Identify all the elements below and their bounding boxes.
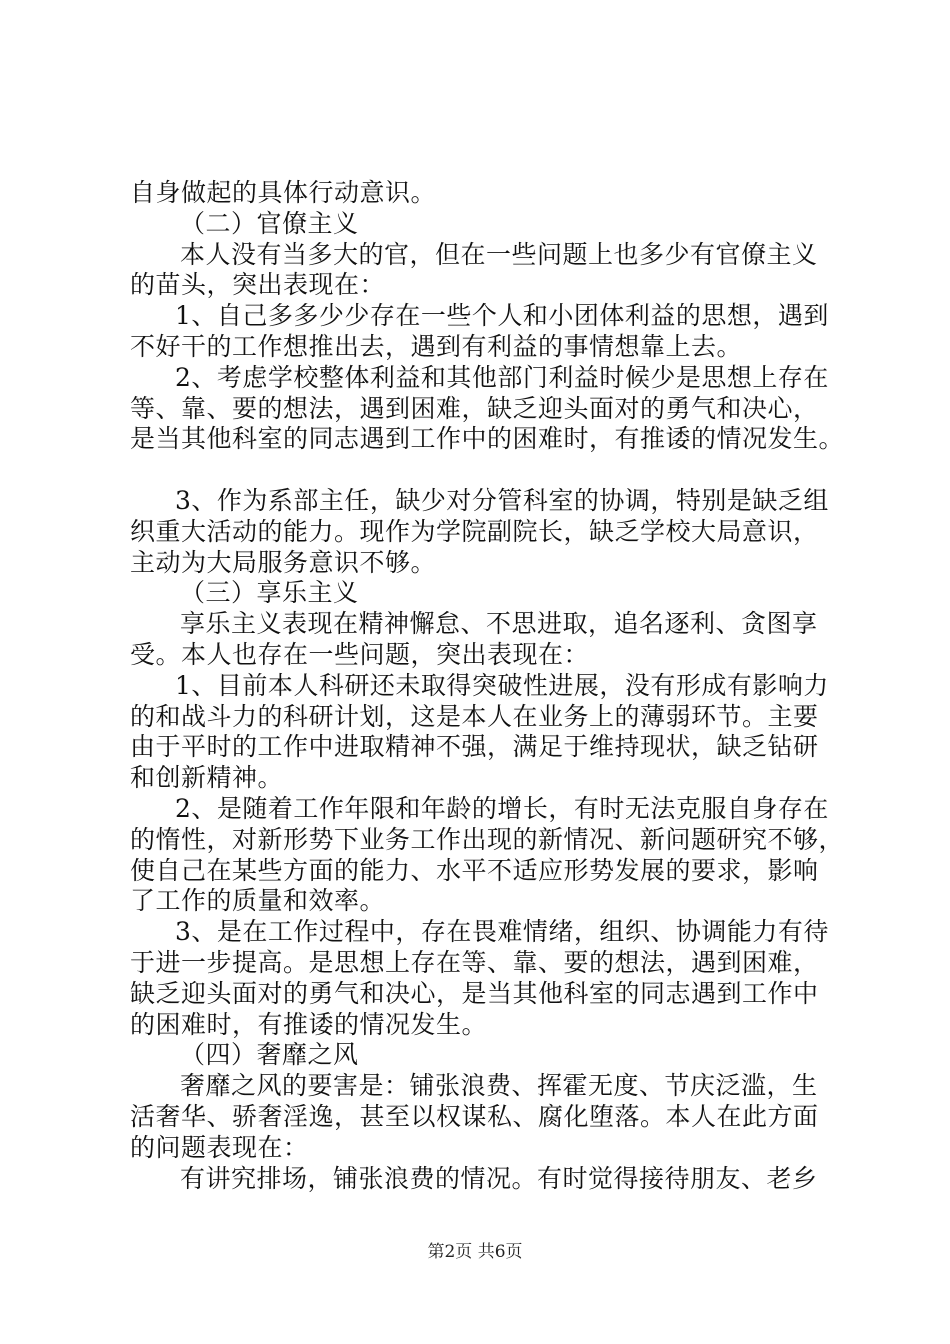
text-line: 主动为大局服务意识不够。 xyxy=(130,547,437,577)
text-line: 和创新精神。 xyxy=(130,763,284,793)
text-line: 缺乏迎头面对的勇气和决心，是当其他科室的同志遇到工作中 xyxy=(130,978,819,1008)
text-line: 使自己在某些方面的能力、水平不适应形势发展的要求，影响 xyxy=(130,855,819,885)
document-body xyxy=(130,178,845,1194)
text-line: 等、靠、要的想法，遇到困难，缺乏迎头面对的勇气和决心， xyxy=(130,393,819,423)
text-line: 的问题表现在： xyxy=(130,1132,309,1162)
text-line: 不好干的工作想推出去，遇到有利益的事情想靠上去。 xyxy=(130,331,743,361)
text-line: 本人没有当多大的官，但在一些问题上也多少有官僚主义 xyxy=(180,239,818,269)
text-line: 3、是在工作过程中，存在畏难情绪，组织、协调能力有待 xyxy=(175,917,829,947)
section-heading-hedonism: （三）享乐主义 xyxy=(180,578,359,608)
text-line: 有讲究排场，铺张浪费的情况。有时觉得接待朋友、老乡 xyxy=(180,1163,818,1193)
text-line: 了工作的质量和效率。 xyxy=(130,886,386,916)
text-line: 2、考虑学校整体利益和其他部门利益时候少是思想上存在 xyxy=(175,362,829,392)
text-line: 是当其他科室的同志遇到工作中的困难时，有推诿的情况发生。 xyxy=(130,424,845,454)
text-line: 奢靡之风的要害是：铺张浪费、挥霍无度、节庆泛滥，生 xyxy=(180,1071,818,1101)
page-number-footer: 第2页 共6页 xyxy=(427,1242,523,1262)
text-line: 1、目前本人科研还未取得突破性进展，没有形成有影响力 xyxy=(175,670,829,700)
text-line: 的惰性，对新形势下业务工作出现的新情况、新问题研究不够， xyxy=(130,824,845,854)
text-line: 的苗头，突出表现在： xyxy=(130,270,386,300)
text-line: 3、作为系部主任，缺少对分管科室的协调，特别是缺乏组 xyxy=(175,485,829,515)
text-line: 的和战斗力的科研计划，这是本人在业务上的薄弱环节。主要 xyxy=(130,701,819,731)
paragraph-gap xyxy=(130,455,835,486)
section-heading-extravagance: （四）奢靡之风 xyxy=(180,1040,359,1070)
text-line: 的困难时，有推诿的情况发生。 xyxy=(130,1009,488,1039)
text-line: 织重大活动的能力。现作为学院副院长，缺乏学校大局意识， xyxy=(130,516,819,546)
text-line: 活奢华、骄奢淫逸，甚至以权谋私、腐化堕落。本人在此方面 xyxy=(130,1101,819,1131)
text-line: 于进一步提高。是思想上存在等、靠、要的想法，遇到困难， xyxy=(130,947,819,977)
text-line: 受。本人也存在一些问题，突出表现在： xyxy=(130,639,590,669)
text-line: 自身做起的具体行动意识。 xyxy=(130,178,437,207)
text-line: 享乐主义表现在精神懈怠、不思进取，追名逐利、贪图享 xyxy=(180,609,818,639)
text-line: 2、是随着工作年限和年龄的增长，有时无法克服自身存在 xyxy=(175,793,829,823)
text-line: 1、自己多多少少存在一些个人和小团体利益的思想，遇到 xyxy=(175,301,829,331)
text-line: 由于平时的工作中进取精神不强，满足于维持现状，缺乏钻研 xyxy=(130,732,819,762)
section-heading-bureaucracy: （二）官僚主义 xyxy=(180,208,359,238)
